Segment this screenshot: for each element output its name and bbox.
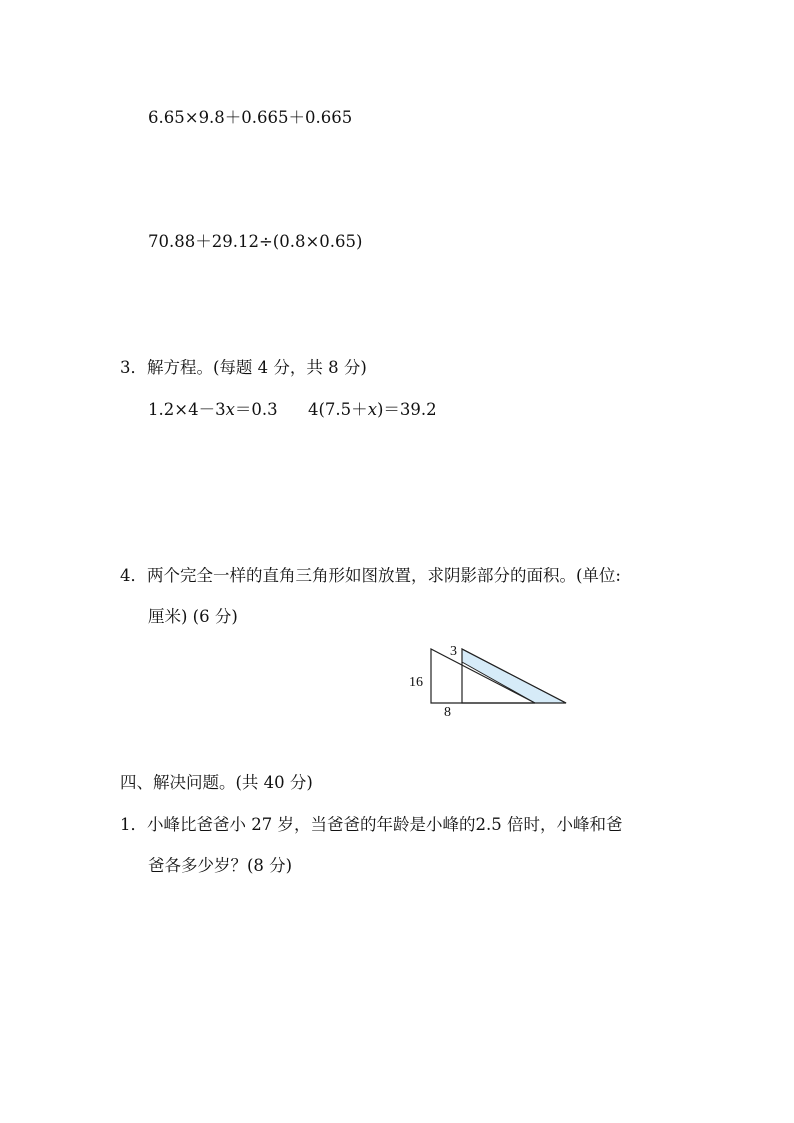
equation-2-variable: x: [367, 400, 377, 419]
equation-1: [148, 400, 278, 420]
equation-2-left: 4(7.5＋: [308, 400, 368, 419]
equation-1-right: ＝0.3: [234, 400, 278, 419]
section-4-question-1-line-2: 爸各多少岁？(8 分): [148, 856, 293, 875]
equation-2: [308, 400, 437, 420]
triangle-figure: [400, 640, 580, 722]
left-right-triangle: [431, 649, 535, 703]
expression-2: 70.88＋29.12÷(0.8×0.65): [148, 232, 363, 251]
label-bottom: 8: [444, 705, 451, 720]
section-4-heading: 四、解决问题。(共 40 分): [120, 773, 313, 792]
right-right-triangle: [462, 649, 566, 703]
expression-1: 6.65×9.8＋0.665＋0.665: [148, 108, 353, 127]
section-4-question-1-line-1: 1．小峰比爸爸小 27 岁，当爸爸的年龄是小峰的2.5 倍时，小峰和爸: [120, 815, 623, 834]
question-4-line-2: 厘米) (6 分): [148, 607, 238, 626]
equation-2-right: )＝39.2: [377, 400, 437, 419]
equation-1-variable: x: [225, 400, 235, 419]
question-3-heading: 3．解方程。(每题 4 分，共 8 分): [120, 358, 367, 377]
label-top: 3: [450, 644, 457, 659]
question-4-line-1: 4．两个完全一样的直角三角形如图放置，求阴影部分的面积。(单位:: [120, 566, 621, 585]
equation-1-left: 1.2×4－3: [148, 400, 226, 419]
label-left: 16: [409, 675, 423, 690]
